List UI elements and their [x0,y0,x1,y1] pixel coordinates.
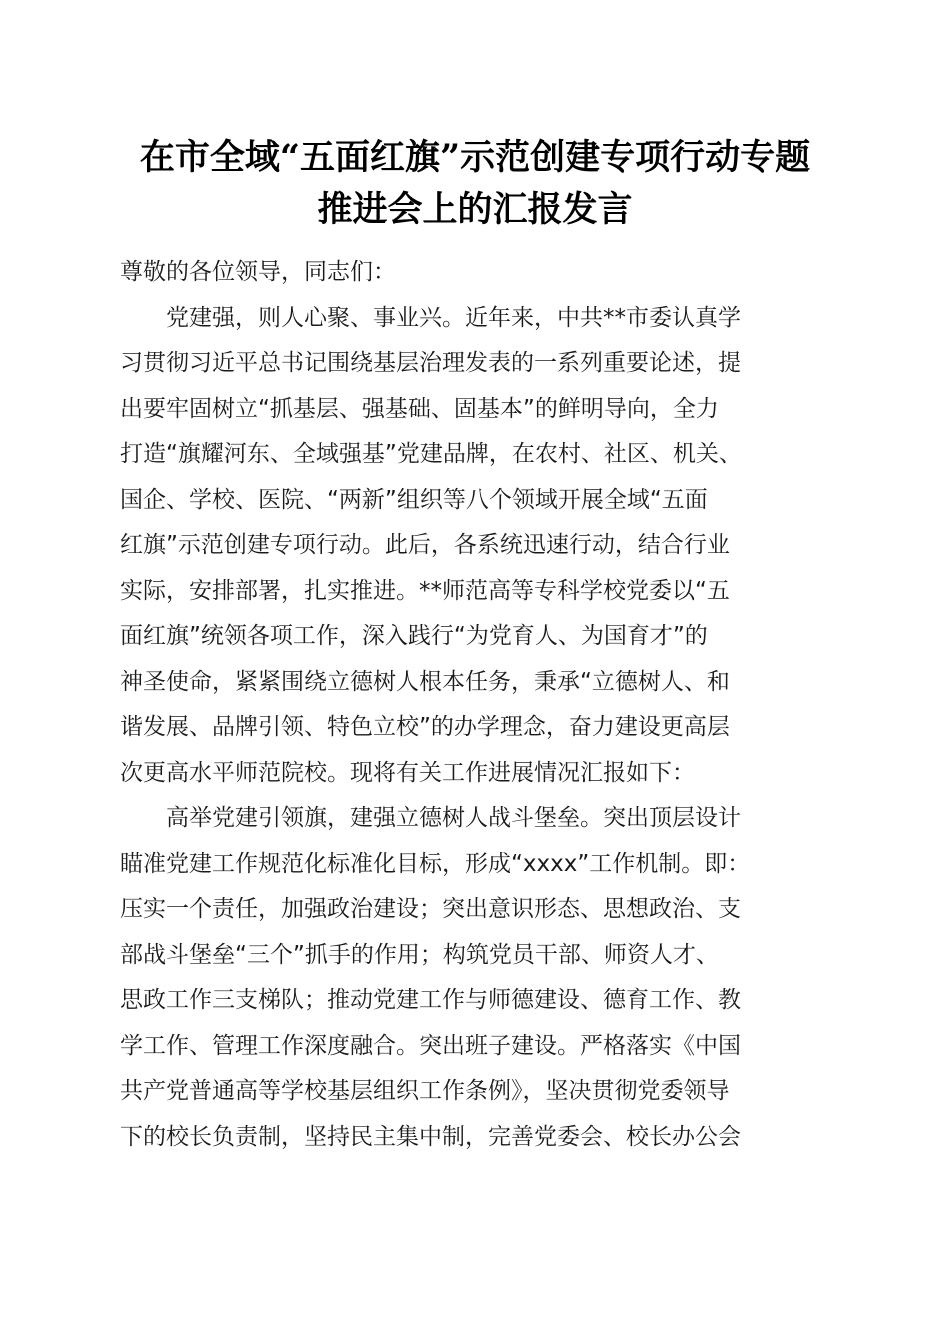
body-line: 习贯彻习近平总书记围绕基层治理发表的一系列重要论述，提 [120,350,741,376]
title-line: 在市全域“五面红旗”示范创建专项行动专题 [139,137,811,178]
body-line: 实际，安排部署，扎实推进。**师范高等专科学校党委以“五 [120,577,730,604]
salutation: 尊敬的各位领导，同志们： [120,259,396,285]
document-body [120,250,835,1160]
body-line: 高举党建引领旗，建强立德树人战斗堡垒。突出顶层设计 [120,805,741,831]
body-line: 国企、学校、医院、“两新”组织等八个领域开展全域“五面 [120,486,708,513]
body-line: 部战斗堡垒“三个”抓手的作用；构筑党员干部、师资人才、 [120,941,719,968]
body-line: 学工作、管理工作深度融合。突出班子建设。严格落实《中国 [120,1032,741,1059]
body-line: 共产党普通高等学校基层组织工作条例》，坚决贯彻党委领导 [120,1078,730,1104]
body-line: 出要牢固树立“抓基层、强基础、固基本”的鲜明导向，全力 [120,395,719,422]
body-line: 红旗”示范创建专项行动。此后，各系统迅速行动，结合行业 [120,532,730,558]
body-line: 思政工作三支梯队；推动党建工作与师德建设、德育工作、教 [120,987,741,1013]
body-line: 面红旗”统领各项工作，深入践行“为党育人、为国育才”的 [120,623,708,649]
body-line: 党建强，则人心聚、事业兴。近年来，中共**市委认真学 [120,304,741,331]
body-line: 次更高水平师范院校。现将有关工作进展情况汇报如下： [120,759,695,786]
body-line: 下的校长负责制，坚持民主集中制，完善党委会、校长办公会 [120,1123,741,1150]
body-line: 压实一个责任，加强政治建设；突出意识形态、思想政治、支 [120,896,741,922]
title-line: 推进会上的汇报发言 [317,189,633,230]
body-line: 神圣使命，紧紧围绕立德树人根本任务，秉承“立德树人、和 [120,668,730,695]
body-line: 谐发展、品牌引领、特色立校”的办学理念，奋力建设更高层 [120,714,730,740]
body-line: 打造“旗耀河东、全域强基”党建品牌，在农村、社区、机关、 [120,441,742,467]
body-line: 瞄准党建工作规范化标准化目标，形成“xxxx”工作机制。即： [120,850,751,877]
document-title [60,132,890,236]
